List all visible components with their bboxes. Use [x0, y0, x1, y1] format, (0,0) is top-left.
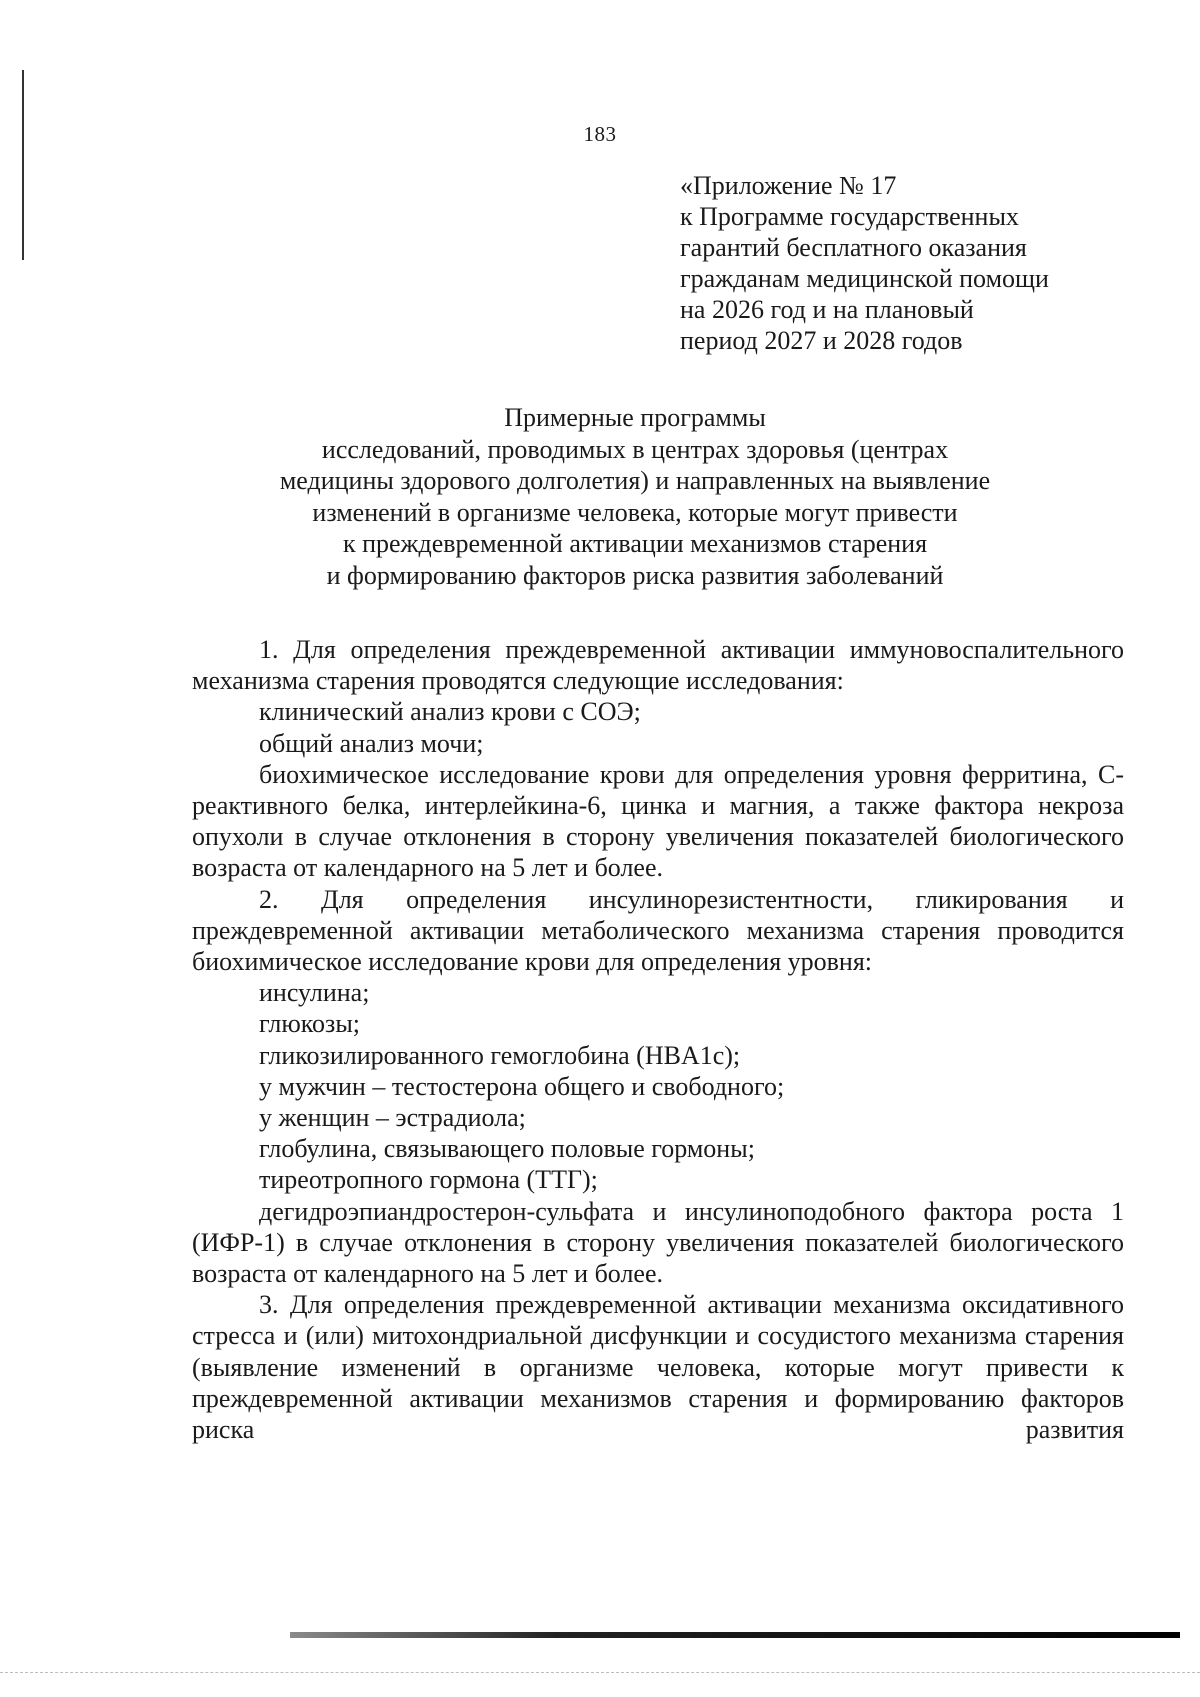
section-2-intro: 2. Для определения инсулинорезистентности, гликирования и преждевременной активации метаболического механизма старения проводится биохимическое исследование крови для определения уровня:: [192, 884, 1124, 977]
title-line: изменений в организме человека, которые могут привести: [312, 497, 958, 527]
list-item: тиреотропного гормона (ТТГ);: [259, 1165, 598, 1195]
list-item: клинический анализ крови с СОЭ;: [259, 697, 641, 727]
appendix-line: к Программе государственных: [680, 202, 1019, 231]
scan-edge-mark: [22, 70, 24, 260]
section-1-intro: 1. Для определения преждевременной активации иммуновоспалительного механизма старения проводятся следующие исследования:: [192, 635, 1124, 696]
page-number: 183: [583, 122, 617, 146]
list-item: у мужчин – тестостерона общего и свободного;: [259, 1071, 785, 1101]
appendix-line: гражданам медицинской помощи: [680, 264, 1049, 293]
section-1-biochem-item: биохимическое исследование крови для определения уровня ферритина, С-реактивного белка, интерлейкина-6, цинка и магния, а также фактора некроза опухоли в случае отклонения в сторону увеличения показателей биологического возраста от календарного на 5 лет и более.: [192, 759, 1124, 883]
appendix-line: «Приложение № 17: [680, 171, 897, 200]
list-item: гликозилированного гемоглобина (HBA1c);: [259, 1040, 741, 1070]
appendix-line: гарантий бесплатного оказания: [680, 233, 1027, 262]
list-item: глобулина, связывающего половые гормоны;: [259, 1134, 755, 1164]
section-2-last-item: дегидроэпиандростерон-сульфата и инсулиноподобного фактора роста 1 (ИФР-1) в случае отклонения в сторону увеличения показателей биологического возраста от календарного на 5 лет и более.: [192, 1196, 1124, 1289]
document-title: [200, 402, 1070, 591]
title-line: исследований, проводимых в центрах здоровья (центрах: [321, 434, 949, 464]
list-item: у женщин – эстрадиола;: [259, 1103, 526, 1133]
appendix-line: период 2027 и 2028 годов: [680, 326, 963, 355]
title-line: Примерные программы: [504, 403, 766, 432]
appendix-header: [680, 170, 1140, 356]
title-line: и формированию факторов риска развития заболеваний: [326, 560, 944, 590]
document-body: [192, 634, 1124, 1445]
scan-edge-bottom: [0, 1672, 1200, 1673]
section-3-intro: 3. Для определения преждевременной активации механизма оксидативного стресса и (или) митохондриальной дисфункции и сосудистого механизма старения (выявление изменений в организме человека, которые могут привести к преждевременной активации механизмов старения и формированию факторов риска развития: [192, 1290, 1124, 1445]
title-line: к преждевременной активации механизмов старения: [342, 529, 928, 558]
bottom-rule: [290, 1632, 1180, 1638]
list-item: глюкозы;: [259, 1009, 361, 1039]
appendix-line: на 2026 год и на плановый: [680, 295, 974, 324]
list-item: инсулина;: [259, 978, 370, 1008]
list-item: общий анализ мочи;: [259, 728, 484, 758]
title-line: медицины здорового долголетия) и направленных на выявление: [279, 466, 991, 495]
